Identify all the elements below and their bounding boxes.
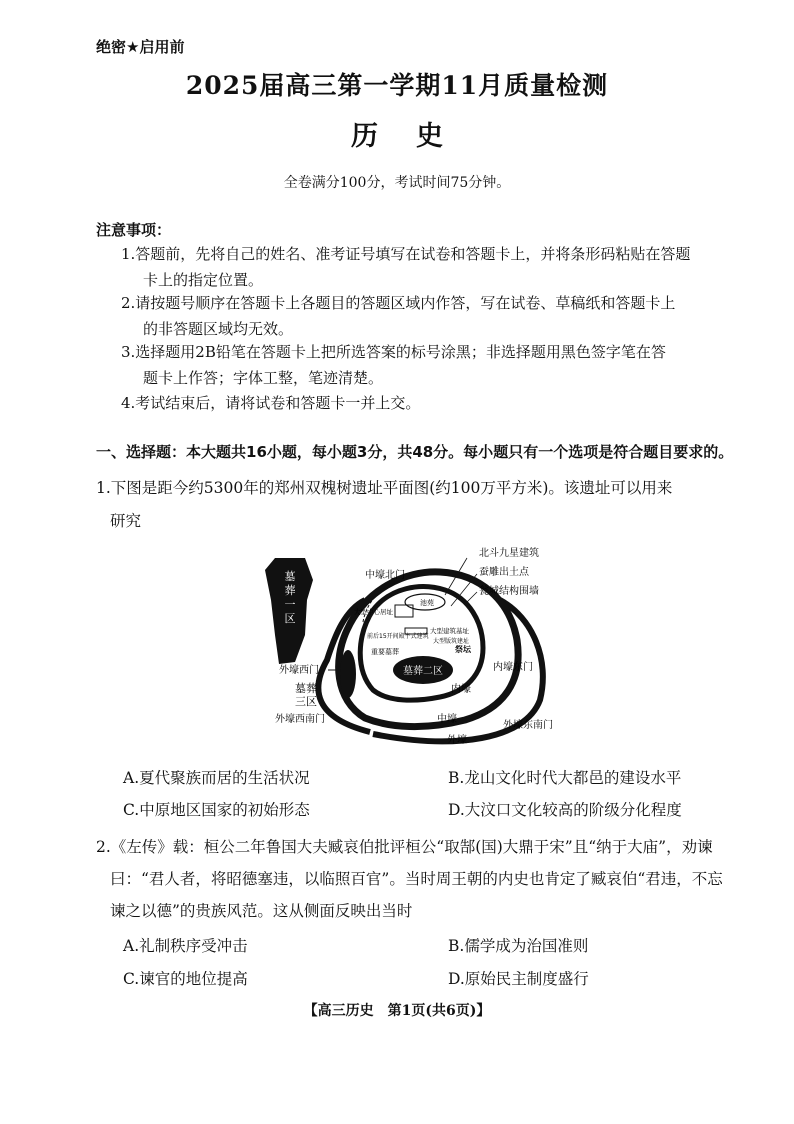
zone-3-label-2: 三区 [295, 695, 317, 708]
q1-option-d[interactable]: D.大汶口文化较高的阶级分化程度 [448, 801, 682, 819]
notice-line: 2.请按题号顺序在答题卡上各题目的答题区域内作答，写在试卷、草稿纸和答题卡上 [121, 294, 676, 312]
confidential-label: 绝密★启用前 [96, 38, 185, 56]
southeast-gate-label: 外壕东南门 [503, 720, 553, 731]
q1-option-b[interactable]: B.龙山文化时代大都邑的建设水平 [448, 769, 682, 787]
question-2-stem-cont: 谏之以德”的贵族风范。这从侧面反映出当时 [110, 902, 413, 920]
outer-moat-label: 外壕 [447, 735, 467, 746]
notice-line: 3.选择题用2B铅笔在答题卡上把所选答案的标号涂黑；非选择题用黑色签字笔在答 [121, 343, 666, 361]
section-heading: 一、选择题：本大题共16小题，每小题3分，共48分。每小题只有一个选项是符合题目要求的。 [96, 443, 734, 461]
notice-line: 题卡上作答；字体工整，笔迹清楚。 [143, 369, 384, 387]
q1-option-c[interactable]: C.中原地区国家的初始形态 [123, 801, 310, 819]
big-dipper-label: 北斗九星建筑 [479, 548, 539, 559]
question-2-stem: 2.《左传》载：桓公二年鲁国大夫臧哀伯批评桓公“取郜(国)大鼎于宋”且“纳于大庙”，劝谏 [96, 838, 713, 856]
q1-option-a[interactable]: A.夏代聚族而居的生活状况 [123, 769, 310, 787]
large-base2-label: 大型版筑建址 [433, 638, 470, 645]
notice-line: 的非答题区域均无效。 [143, 320, 294, 338]
page-footer: 【高三历史 第1页(共6页)】 [303, 1003, 491, 1019]
tombs-label: 重要墓葬 [371, 648, 399, 656]
altar-label: 祭坛 [455, 645, 471, 654]
q2-option-b[interactable]: B.儒学成为治国准则 [448, 937, 589, 955]
large-base-label: 大型建筑基址 [430, 627, 469, 635]
middle-moat-label: 中壕 [437, 714, 457, 725]
sculpture-label: 蚕雕出土点 [479, 567, 529, 578]
subject-title: 历史 [351, 121, 481, 152]
zone-2-label: 墓葬二区 [403, 666, 443, 677]
zone-1-label: 墓葬一区 [284, 570, 296, 625]
inner-moat-label: 内壕 [451, 684, 471, 695]
zone-3-label: 墓葬 [295, 682, 317, 695]
exam-meta: 全卷满分100分，考试时间75分钟。 [283, 175, 511, 191]
exam-title: 2025届高三第一学期11月质量检测 [185, 71, 609, 100]
site-plan-map [255, 540, 565, 755]
notice-line: 1.答题前，先将自己的姓名、准考证号填写在试卷和答题卡上，并将条形码粘贴在答题 [121, 245, 691, 263]
q2-option-a[interactable]: A.礼制秩序受冲击 [123, 937, 248, 955]
west-gate-label: 外壕西门 [279, 665, 319, 676]
question-1-stem: 1.下图是距今约5300年的郑州双槐树遗址平面图(约100万平方米)。该遗址可以用来 [96, 479, 673, 497]
east-gate-label: 内壕东门 [493, 662, 533, 673]
notice-heading: 注意事项： [96, 221, 172, 239]
north-gate-label: 中壕北门 [365, 570, 405, 581]
q2-option-d[interactable]: D.原始民主制度盛行 [448, 970, 589, 988]
notice-line: 卡上的指定位置。 [143, 271, 264, 289]
q2-option-c[interactable]: C.谏官的地位提高 [123, 970, 248, 988]
notice-line: 4.考试结束后，请将试卷和答题卡一并上交。 [121, 394, 421, 412]
courtyard-label: 前后15开间殿宇式建筑 [367, 633, 429, 640]
jar-wall-label: 瓮城结构围墙 [479, 586, 539, 597]
pond-label: 池苑 [420, 599, 434, 607]
southwest-gate-label: 外壕西南门 [275, 714, 325, 725]
question-1-stem-cont: 研究 [110, 512, 142, 530]
burial-zone-3 [340, 650, 356, 698]
center-site-label: 大型中心居址 [354, 608, 393, 616]
question-2-stem-cont: 曰：“君人者，将昭德塞违，以临照百官”。当时周王朝的内史也肯定了臧哀伯“君违，不忘 [110, 870, 723, 888]
